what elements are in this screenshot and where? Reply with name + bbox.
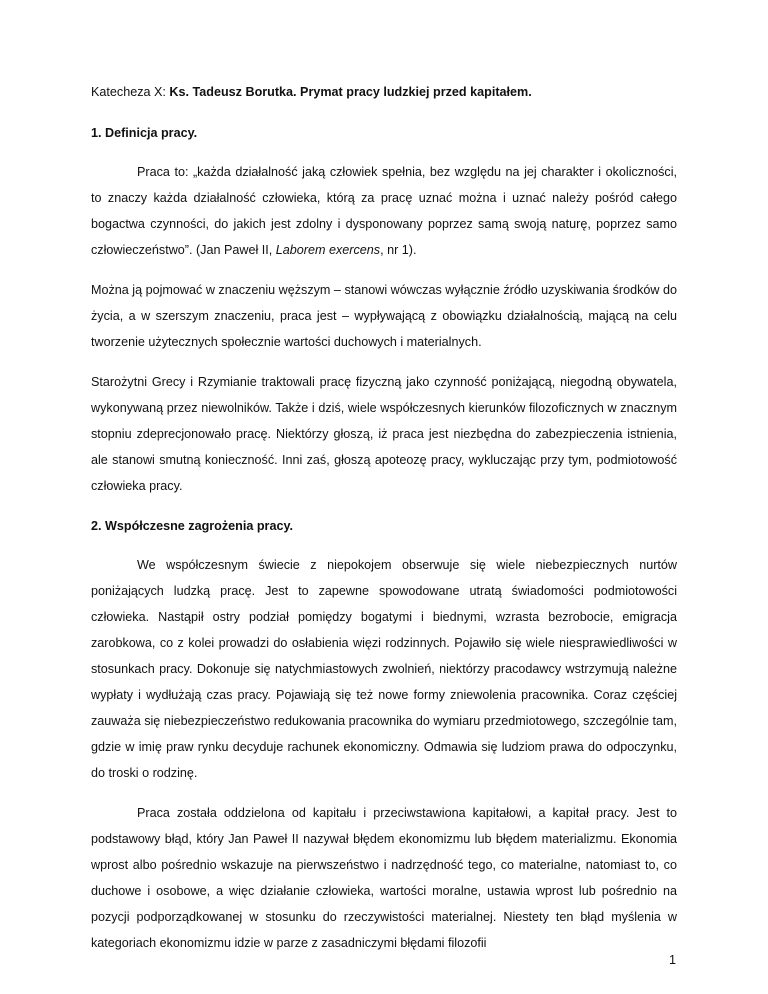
paragraph-definition-quote [91, 159, 677, 263]
paragraph-threats: We współczesnym świecie z niepokojem obserwuje się wiele niebezpiecznych nurtów poniżających ludzką pracę. Jest to zapewne spowodowane utratą świadomości podmiotowości człowieka. Nastąpił ostry podział pomiędzy bogatymi i biednymi, wzrasta bezrobocie, emigracja zarobkowa, co z kolei prowadzi do osłabienia więzi rodzinnych. Pojawiło się wiele niesprawiedliwości w stosunkach pracy. Dokonuje się natychmiastowych zwolnień, niektórzy pracodawcy wstrzymują należne wypłaty i wydłużają czas pracy. Pojawiają się też nowe formy zniewolenia pracownika. Coraz częściej zauważa się niebezpieczeństwo redukowania pracownika do wymiaru przedmiotowego, szczególnie tam, gdzie w imię praw rynku decyduje rachunek ekonomiczny. Odmawia się ludziom prawa do odpoczynku, do troski o rodzinę. [91, 558, 677, 780]
title-main: Ks. Tadeusz Borutka. Prymat pracy ludzkiej przed kapitałem. [169, 85, 532, 99]
section-heading-threats: 2. Współczesne zagrożenia pracy. [91, 519, 294, 533]
document-page [91, 79, 677, 970]
quote-text: Praca to: „każda działalność jaką człowiek spełnia, bez względu na jej charakter i okoliczności, to znaczy każda działalność człowieka, którą za pracę uznać można i uznać należy pośród całego bogactwa czynności, do jakich jest zdolny i dysponowany poprzez samą swoją naturę, poprzez samo człowieczeństwo”. (Jan Paweł II, [91, 165, 677, 257]
section-heading-definition: 1. Definicja pracy. [91, 126, 198, 140]
encyclical-title: Laborem exercens [275, 243, 381, 257]
quote-citation-end: , nr 1). [380, 243, 417, 257]
title-prefix: Katecheza X: [91, 85, 166, 99]
paragraph-narrow-wide-meaning: Można ją pojmować w znaczeniu węższym – stanowi wówczas wyłącznie źródło uzyskiwania środków do życia, a w szerszym znaczeniu, praca jest – wypływającą z obowiązku działalnością, mającą na celu tworzenie użytecznych społecznie wartości duchowych i materialnych. [91, 283, 677, 349]
page-number: 1 [668, 953, 676, 967]
document-title [91, 79, 677, 105]
paragraph-capital: Praca została oddzielona od kapitału i przeciwstawiona kapitałowi, a kapitał pracy. Jest to podstawowy błąd, który Jan Paweł II nazywał błędem ekonomizmu lub błędem materializmu. Ekonomia wprost albo pośrednio wskazuje na pierwszeństwo i nadrzędność tego, co materialne, natomiast to, co duchowe i osobowe, a więc działanie człowieka, wartości moralne, ustawia wprost lub pośrednio na pozycji podporządkowanej w stosunku do rzeczywistości materialnej. Niestety ten błąd myślenia w kategoriach ekonomizmu idzie w parze z zasadniczymi błędami filozofii [91, 806, 677, 950]
paragraph-history: Starożytni Grecy i Rzymianie traktowali pracę fizyczną jako czynność poniżającą, niegodną obywatela, wykonywaną przez niewolników. Także i dziś, wiele współczesnych kierunków filozoficznych w znacznym stopniu zdeprecjonowało pracę. Niektórzy głoszą, iż praca jest niezbędna do zabezpieczenia istnienia, ale stanowi smutną konieczność. Inni zaś, głoszą apoteozę pracy, wykluczając przy tym, podmiotowość człowieka pracy. [91, 375, 677, 493]
